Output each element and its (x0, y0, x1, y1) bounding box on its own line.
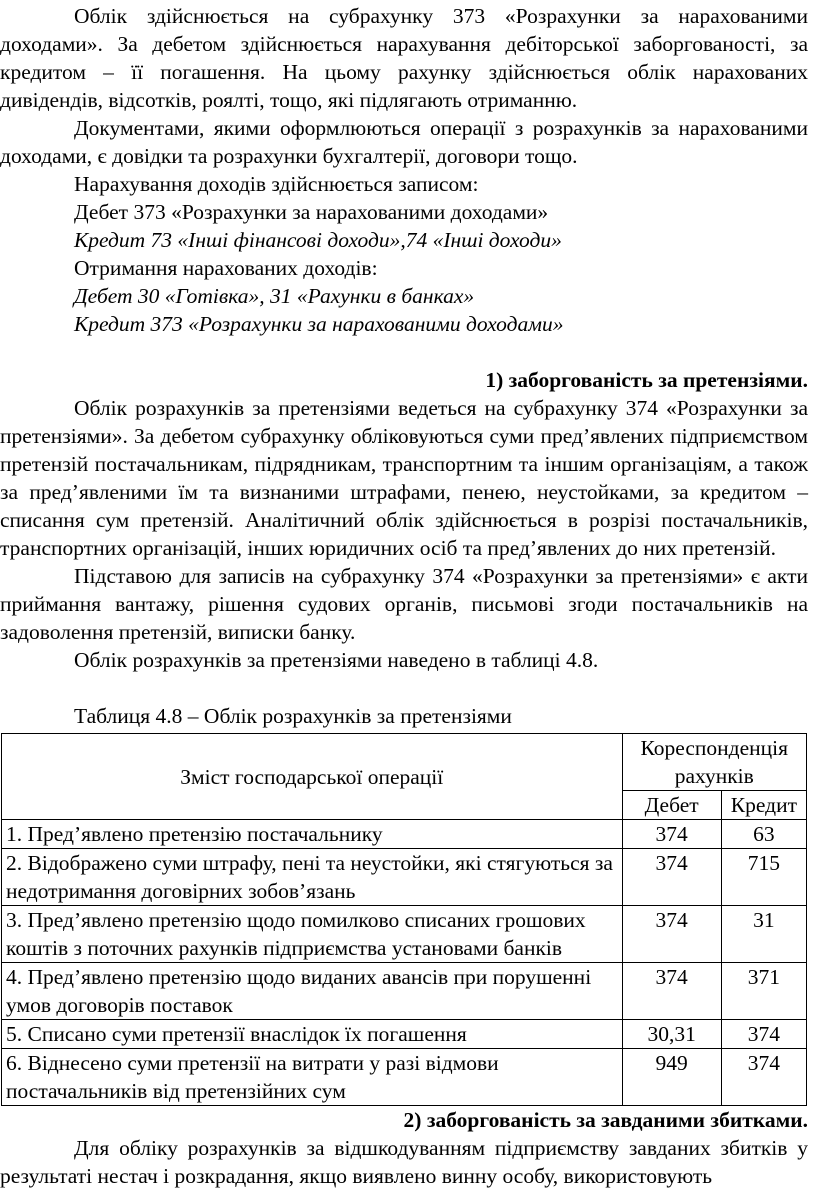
entry-credit-73-74: Кредит 73 «Інші фінансові доходи»,74 «Інші доходи» (74, 228, 562, 252)
header-debit: Дебет (622, 791, 721, 820)
table-row (2, 820, 807, 849)
table-row (2, 906, 807, 963)
cell-debit: 374 (622, 963, 721, 1020)
paragraph-claims-basis: Підставою для записів на субрахунку 374 «Розрахунки за претензіями» є акти приймання вантажу, рішення судових органів, письмові згоди постачальників на задоволення претензій, виписки банку. (0, 564, 808, 644)
claims-table (1, 733, 807, 1106)
cell-credit: 374 (721, 1020, 806, 1049)
paragraph-receipt: Отримання нарахованих доходів: (74, 256, 378, 280)
section-heading-losses: 2) заборгованість за завданими збитками. (403, 1108, 808, 1132)
cell-debit: 30,31 (622, 1020, 721, 1049)
paragraph-table-reference: Облік розрахунків за претензіями наведено в таблиці 4.8. (74, 648, 599, 672)
cell-credit: 715 (721, 849, 806, 906)
cell-debit: 374 (622, 820, 721, 849)
header-correspondence: Кореспонденція рахунків (622, 734, 806, 791)
table-row (2, 963, 807, 1020)
entry-credit-373: Кредит 373 «Розрахунки за нарахованими доходами» (74, 312, 564, 336)
cell-operation: 5. Списано суми претензії внаслідок їх погашення (2, 1020, 623, 1049)
paragraph-claims-accounting: Облік розрахунків за претензіями ведеться на субрахунку 374 «Розрахунки за претензіями». За дебетом субрахунку обліковуються суми пред’явлених підприємством претензій постачальникам, підрядникам, транспортним та іншим організаціям, а також за пред’явленими їм та визнаними штрафами, пенею, неустойками, за кредитом – списання сум претензій. Аналітичний облік здійснюється в розрізі постачальників, транспортних організацій, інших юридичних осіб та пред’явлених до них претензій. (0, 396, 808, 560)
cell-operation: 1. Пред’явлено претензію постачальнику (2, 820, 623, 849)
cell-credit: 371 (721, 963, 806, 1020)
cell-credit: 374 (721, 1049, 806, 1106)
spacer (0, 338, 808, 366)
paragraph-subaccount-373: Облік здійснюється на субрахунку 373 «Розрахунки за нарахованими доходами». За дебетом здійснюється нарахування дебіторської заборгованості, за кредитом – її погашення. На цьому рахунку здійснюється облік нарахованих дивідендів, відсотків, роялті, тощо, які підлягають отриманню. (0, 4, 808, 112)
paragraph-accrual-entry: Нарахування доходів здійснюється записом: (74, 172, 479, 196)
entry-debit-30-31: Дебет 30 «Готівка», 31 «Рахунки в банках» (74, 284, 475, 308)
entry-debit-373: Дебет 373 «Розрахунки за нарахованими доходами» (74, 200, 549, 224)
table-row (2, 849, 807, 906)
cell-debit: 374 (622, 849, 721, 906)
table-row (2, 1049, 807, 1106)
cell-operation: 3. Пред’явлено претензію щодо помилково списаних грошових коштів з поточних рахунків підприємства установами банків (2, 906, 623, 963)
table-header-row (2, 734, 807, 791)
header-credit: Кредит (721, 791, 806, 820)
cell-operation: 6. Віднесено суми претензії на витрати у разі відмови постачальників від претензійних сум (2, 1049, 623, 1106)
table-row (2, 1020, 807, 1049)
cell-credit: 31 (721, 906, 806, 963)
section-heading-claims: 1) заборгованість за претензіями. (485, 368, 808, 392)
header-operation: Зміст господарської операції (2, 734, 623, 820)
cell-credit: 63 (721, 820, 806, 849)
paragraph-losses: Для обліку розрахунків за відшкодуванням підприємству завданих збитків у результаті нестач і розкрадання, якщо виявлено винну особу, використовують (0, 1136, 808, 1188)
document-page (0, 2, 808, 1190)
cell-debit: 374 (622, 906, 721, 963)
paragraph-documents: Документами, якими оформлюються операції з розрахунків за нарахованими доходами, є довідки та розрахунки бухгалтерії, договори тощо. (0, 116, 808, 168)
cell-operation: 2. Відображено суми штрафу, пені та неустойки, які стягуються за недотримання договірних зобов’язань (2, 849, 623, 906)
cell-debit: 949 (622, 1049, 721, 1106)
cell-operation: 4. Пред’явлено претензію щодо виданих авансів при порушенні умов договорів поставок (2, 963, 623, 1020)
table-caption: Таблиця 4.8 – Облік розрахунків за претензіями (74, 704, 512, 728)
